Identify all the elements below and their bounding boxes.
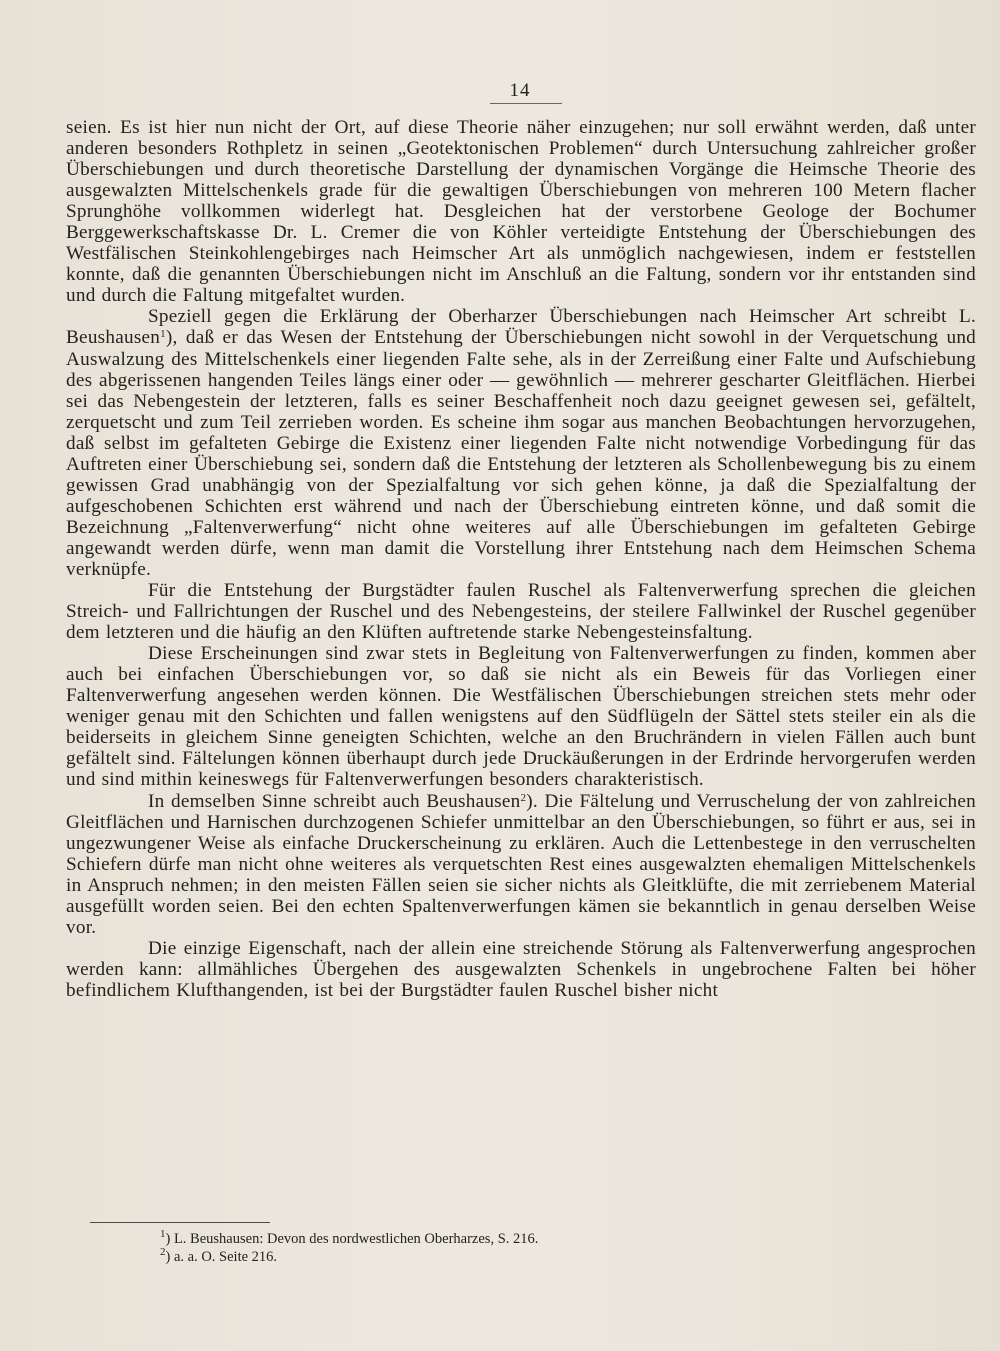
page-number-rule <box>490 103 562 104</box>
paragraph-5-body: . Die Fältelung und Verruschelung der von zahlreichen Gleitflächen und Harnischen durchzogenen Schiefer unmittelbar an den Überschiebungen, so führt er aus, sei in ungezwungener Weise als einfache Druckerscheinung zu erklären. Auch die Lettenbestege in den verruschelten Schiefern dürfe man nicht ohne weiteres als verquetschten Rest eines ausgewalzten ehemaligen Mittelschenkels in Anspruch nehmen; in den meisten Fällen seien sie sicher nichts als Gleitklüfte, die mit zerriebenem Material ausgefüllt worden seien. Bei den echten Spaltenverwerfungen kämen sie bekanntlich in genau derselben Weise vor. <box>66 790 977 938</box>
paragraph-5-lead: In demselben Sinne schreibt auch <box>148 790 420 812</box>
footnote-ref-1[interactable]: 1 <box>160 328 166 341</box>
footnote-rule <box>90 1222 270 1223</box>
page-number: 14 <box>509 80 531 101</box>
paragraph-2 <box>66 306 976 580</box>
paragraph-5 <box>66 791 976 938</box>
paragraph-2-body: Verquetschung und Auswalzung des Mittelschenkels einer liegenden Falte sehe, als in der Zerreißung einer Falte und Aufschiebung des abgerissenen hangenden Teiles längs einer oder — gewöhnlich — mehrerer gescharter Gleitflächen. Hierbei sei das Nebengestein der letzteren, falls es seiner Beschaffenheit noch dazu geeignet gewesen sei, gefältelt, zerquetscht und zum Teil zerrieben worden. Es scheine ihm sogar aus manchen Beobachtungen hervorzugehen, daß selbst im gefalteten Gebirge die Existenz einer liegenden Falte nicht notwendige Vorbedingung für das Auftreten einer Überschiebung sei, sondern daß die Entstehung der letzteren als Schollenbewegung bis zu einem gewissen Grad unabhängig von der Spezialfaltung vor sich gehen könne, ja daß die Spezialfaltung der aufgeschobenen Schichten erst während und nach der Überschiebung eintreten könne, und daß somit die Bezeichnung „Faltenverwerfung“ nicht ohne weiteres auf alle Überschiebungen im gefalteten Gebirge angewandt werden dürfe, wenn man damit die Vorstellung ihrer Entstehung nach dem Heimschen Schema verknüpfe. <box>66 327 977 580</box>
paragraph-3: Für die Entstehung der Burgstädter faulen Ruschel als Faltenverwerfung sprechen die gleichen Streich- und Fallrichtungen der Ruschel und des Nebengesteins, der steilere Fallwinkel der Ruschel gegenüber dem letzteren und die häufig an den Klüften auftretende starke Nebengesteinsfaltung. <box>66 580 976 644</box>
author-beushausen-2: Beushausen <box>426 790 521 812</box>
footnote-ref-2-close: ) <box>526 790 533 812</box>
footnotes <box>160 1230 860 1266</box>
paragraph-4: Diese Erscheinungen sind zwar stets in Begleitung von Faltenverwerfungen zu finden, kommen aber auch bei einfachen Überschiebungen vor, so daß sie nicht als ein Beweis für das Vorliegen einer Faltenverwerfung angesehen werden können. Die Westfälischen Überschiebungen streichen stets mehr oder weniger genau mit den Schichten und fallen wenigstens auf den Südflügeln der Sättel stets steiler ein als die beiderseits in gleichem Sinne geneigten Schichten, welche an den Bruchrändern in vielen Fällen auch bunt gefältelt sind. Fältelungen können überhaupt durch jede Druckäußerungen in der Erdrinde hervorgerufen werden und sind mithin keineswegs für Faltenverwerfungen besonders charakteristisch. <box>66 643 976 791</box>
footnote-2 <box>160 1248 860 1266</box>
paragraph-2-lead: Speziell gegen die Erklärung der Oberharzer Überschiebungen nach Heimscher Art schreibt <box>148 306 947 328</box>
paragraph-1: seien. Es ist hier nun nicht der Ort, auf diese Theorie näher einzugehen; nur soll erwähnt werden, daß unter anderen besonders Rothpletz in seinen „Geotektonischen Problemen“ durch Untersuchung zahlreicher großer Überschiebungen und durch theoretische Darstellung der dynamischen Vorgänge die Heimsche Theorie des ausgewalzten Mittelschenkels grade für die gewaltigen Überschiebungen von mehreren 100 Metern flacher Sprunghöhe vollkommen widerlegt hat. Desgleichen hat der verstorbene Geologe der Bochumer Berggewerkschaftskasse Dr. L. Cremer die von Köhler verteidigte Entstehung der Überschiebungen des Westfälischen Steinkohlengebirges nach Heimscher Art als unmöglich nachgewiesen, indem er feststellen konnte, daß die genannten Überschiebungen nicht im Anschluß an die Faltung, sondern vor ihr entstanden sind und durch die Faltung mitgefaltet wurden. <box>66 117 976 307</box>
paragraph-6: Die einzige Eigenschaft, nach der allein eine streichende Störung als Faltenverwerfung angesprochen werden kann: allmähliches Übergehen des ausgewalzten Schenkels in ungebrochene Falten bei höher befindlichem Klufthangenden, ist bei der Burgstädter faulen Ruschel bisher nicht <box>66 937 976 1001</box>
footnote-2-mark: 2 <box>160 1246 166 1258</box>
author-beushausen: L. Beushausen <box>66 306 977 349</box>
footnote-2-text: ) a. a. O. Seite 216. <box>165 1249 278 1265</box>
footnote-ref-2[interactable]: 2 <box>520 791 527 804</box>
body-text <box>66 117 976 1001</box>
footnote-1-mark: 1 <box>160 1228 166 1240</box>
footnote-1 <box>160 1230 860 1248</box>
footnote-1-text: ) L. Beushausen: Devon des nordwestlichen Oberharzes, S. 216. <box>165 1231 539 1247</box>
paragraph-2-after-ref: ), daß er das Wesen der Entstehung der Überschiebungen nicht sowohl in der <box>165 327 814 349</box>
